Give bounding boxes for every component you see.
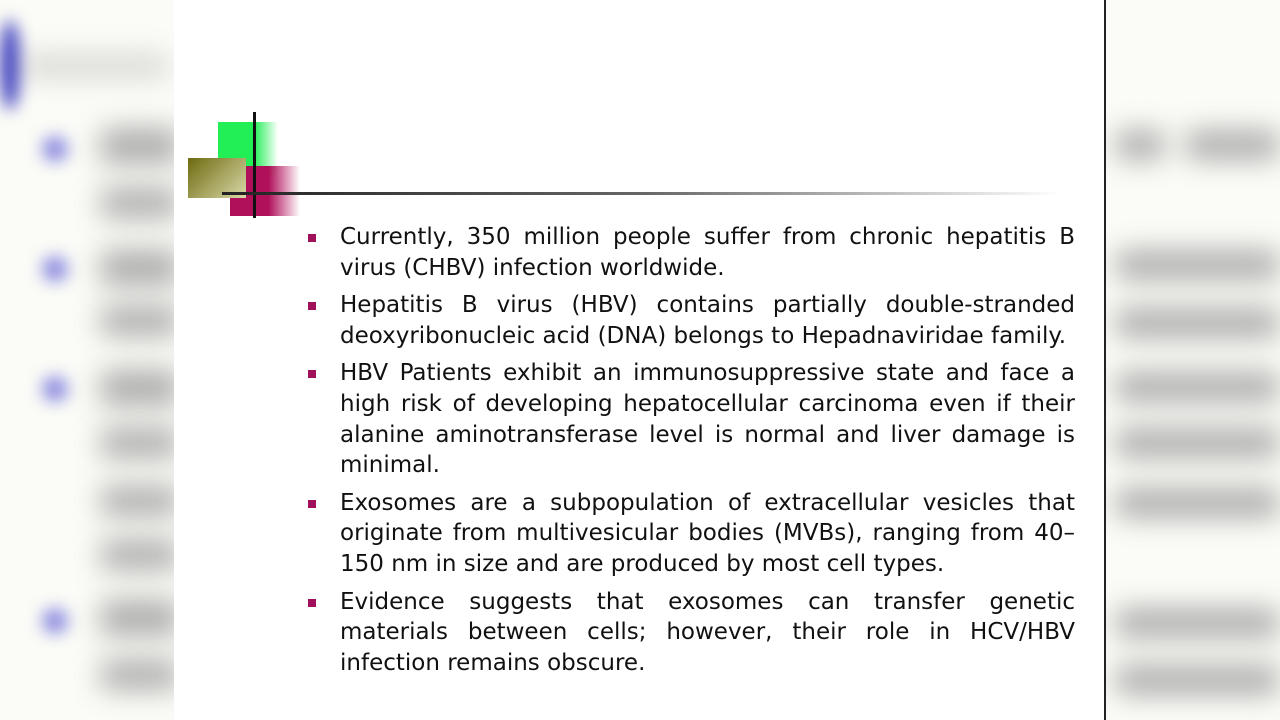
blurred-text <box>100 188 180 218</box>
bullet-item <box>340 290 1075 351</box>
blurred-text <box>100 428 180 458</box>
vertical-line <box>253 112 256 218</box>
blurred-text <box>100 306 180 336</box>
blurred-text <box>100 486 180 516</box>
blurred-text <box>1115 372 1280 402</box>
blurred-text <box>1115 250 1280 280</box>
blurred-text <box>1115 130 1165 160</box>
blurred-text <box>100 128 180 164</box>
bullet-text: Evidence suggests that exosomes can transfer genetic materials between cells; however, their role in HCV/HBV infection remains obscure. <box>340 588 1075 676</box>
bullet-item <box>340 358 1075 480</box>
bullet-text: HBV Patients exhibit an immunosuppressive state and face a high risk of developing hepatocellular carcinoma even if their alanine aminotransferase level is normal and liver damage is minimal. <box>340 360 1075 479</box>
blurred-text <box>100 600 180 636</box>
blurred-text <box>100 370 180 406</box>
blurred-text <box>1115 308 1280 338</box>
blurred-bullet <box>42 136 68 162</box>
bullet-list <box>340 222 1075 685</box>
blurred-text <box>1115 488 1280 518</box>
square-bullet-icon <box>308 302 316 310</box>
bullet-text: Currently, 350 million people suffer from chronic hepatitis B virus (CHBV) infection worldwide. <box>340 224 1075 281</box>
blurred-text <box>1115 665 1280 695</box>
decorative-squares-logo <box>188 112 308 222</box>
square-bullet-icon <box>308 599 316 607</box>
bullet-item <box>340 222 1075 283</box>
square-bullet-icon <box>308 500 316 508</box>
blurred-text <box>1185 130 1280 160</box>
bullet-text: Exosomes are a subpopulation of extracellular vesicles that originate from multivesicular bodies (MVBs), ranging from 40–150 nm in size and are produced by most cell types. <box>340 489 1075 577</box>
blurred-bullet <box>42 608 68 634</box>
blurred-text <box>100 540 180 570</box>
blurred-text <box>1115 428 1280 458</box>
blurred-accent <box>0 20 20 110</box>
blurred-bullet <box>42 376 68 402</box>
blurred-bullet <box>42 256 68 282</box>
square-bullet-icon <box>308 370 316 378</box>
blurred-text <box>1115 608 1280 638</box>
square-bullet-icon <box>308 234 316 242</box>
bullet-item <box>340 587 1075 679</box>
blurred-text <box>20 55 170 77</box>
bullet-item <box>340 488 1075 580</box>
blurred-text <box>100 660 180 690</box>
blurred-text <box>100 250 180 286</box>
title-divider-line <box>222 192 1062 195</box>
bullet-text: Hepatitis B virus (HBV) contains partially double-stranded deoxyribonucleic acid (DNA) belongs to Hepadnaviridae family. <box>340 292 1075 349</box>
